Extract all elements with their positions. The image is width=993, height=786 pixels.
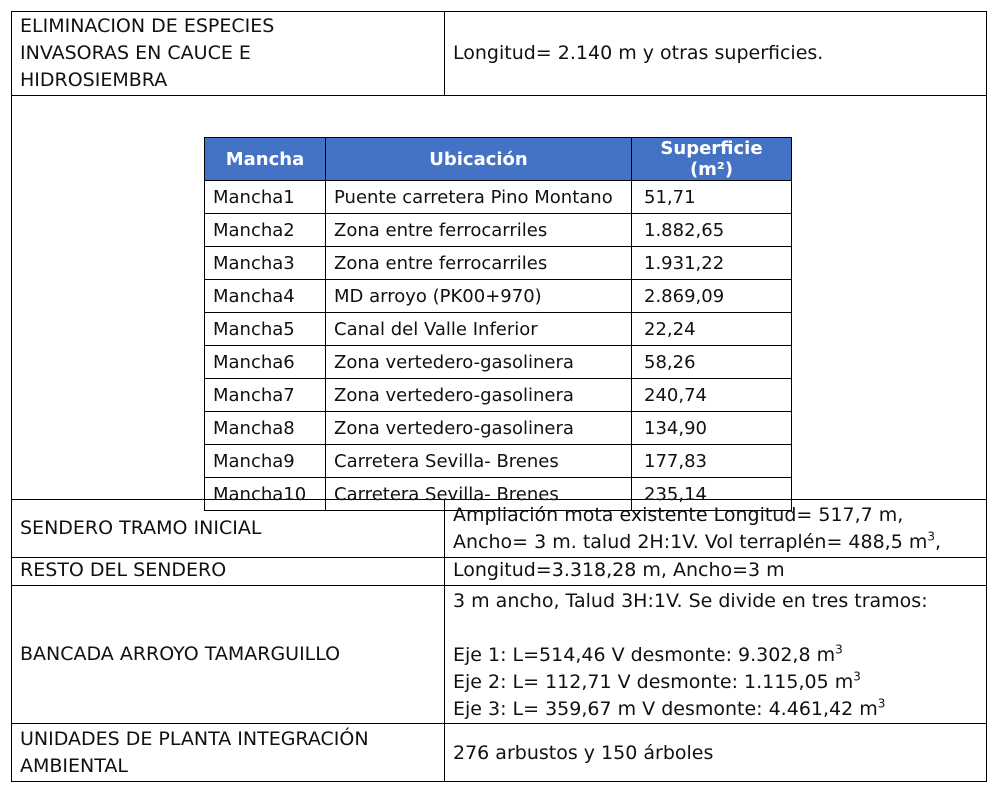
table-row: Mancha4 MD arroyo (PK00+970) 2.869,09 [205, 280, 792, 313]
table-row: Mancha7 Zona vertedero-gasolinera 240,74 [205, 379, 792, 412]
manchas-table [204, 137, 792, 511]
header-ubicacion: Ubicación [326, 138, 632, 181]
row1-value: Longitud= 2.140 m y otras superficies. [453, 42, 824, 64]
header-superficie: Superficie (m²) [632, 138, 792, 181]
table-row: Mancha8 Zona vertedero-gasolinera 134,90 [205, 412, 792, 445]
eje-line: Eje 2: L= 112,71 V desmonte: 1.115,05 $m^3$ [453, 669, 861, 693]
header-mancha: Mancha [205, 138, 326, 181]
table-row: Mancha5 Canal del Valle Inferior 22,24 [205, 313, 792, 346]
table-row: Mancha6 Zona vertedero-gasolinera 58,26 [205, 346, 792, 379]
table-row: Mancha10 Carretera Sevilla- Brenes 235,14 [205, 478, 792, 511]
row3-label: SENDERO TRAMO INICIAL [20, 517, 262, 539]
table-row: Mancha1 Puente carretera Pino Montano 51,71 [205, 181, 792, 214]
row1-label: ELIMINACION DE ESPECIES INVASORAS EN CAUCE E HIDROSIEMBRA [20, 15, 275, 91]
row5-value: 3 m ancho, Talud 3H:1V. Se divide en tres tramos: Eje 1: L=514,46 V desmonte: 9.302,8 $m^3$ Eje 2: L= 112,71 V desmonte: 1.115,05 $m^3$ Eje 3: L= 359,67 m V desmonte: 4.461,42 $m^3$ [453, 588, 983, 723]
eje-line: Eje 3: L= 359,67 m V desmonte: 4.461,42 $m^3$ [453, 696, 886, 720]
table-row: Mancha2 Zona entre ferrocarriles 1.882,65 [205, 214, 792, 247]
table-row: Mancha9 Carretera Sevilla- Brenes 177,83 [205, 445, 792, 478]
row4-value: Longitud=3.318,28 m, Ancho=3 m [453, 559, 785, 581]
row3-value: Ampliación mota existente Longitud= 517,7 m, Ancho= 3 m. talud 2H:1V. Vol terraplén= 488,5 $m^3$, [453, 504, 942, 553]
row5-label: BANCADA ARROYO TAMARGUILLO [20, 643, 341, 665]
row6-label: UNIDADES DE PLANTA INTEGRACIÓN AMBIENTAL [20, 728, 369, 777]
row4-label: RESTO DEL SENDERO [20, 559, 227, 581]
manchas-header-row [205, 138, 792, 181]
eje-line: Eje 1: L=514,46 V desmonte: 9.302,8 $m^3$ [453, 642, 843, 666]
table-row: Mancha3 Zona entre ferrocarriles 1.931,22 [205, 247, 792, 280]
row6-value: 276 arbustos y 150 árboles [453, 742, 714, 764]
